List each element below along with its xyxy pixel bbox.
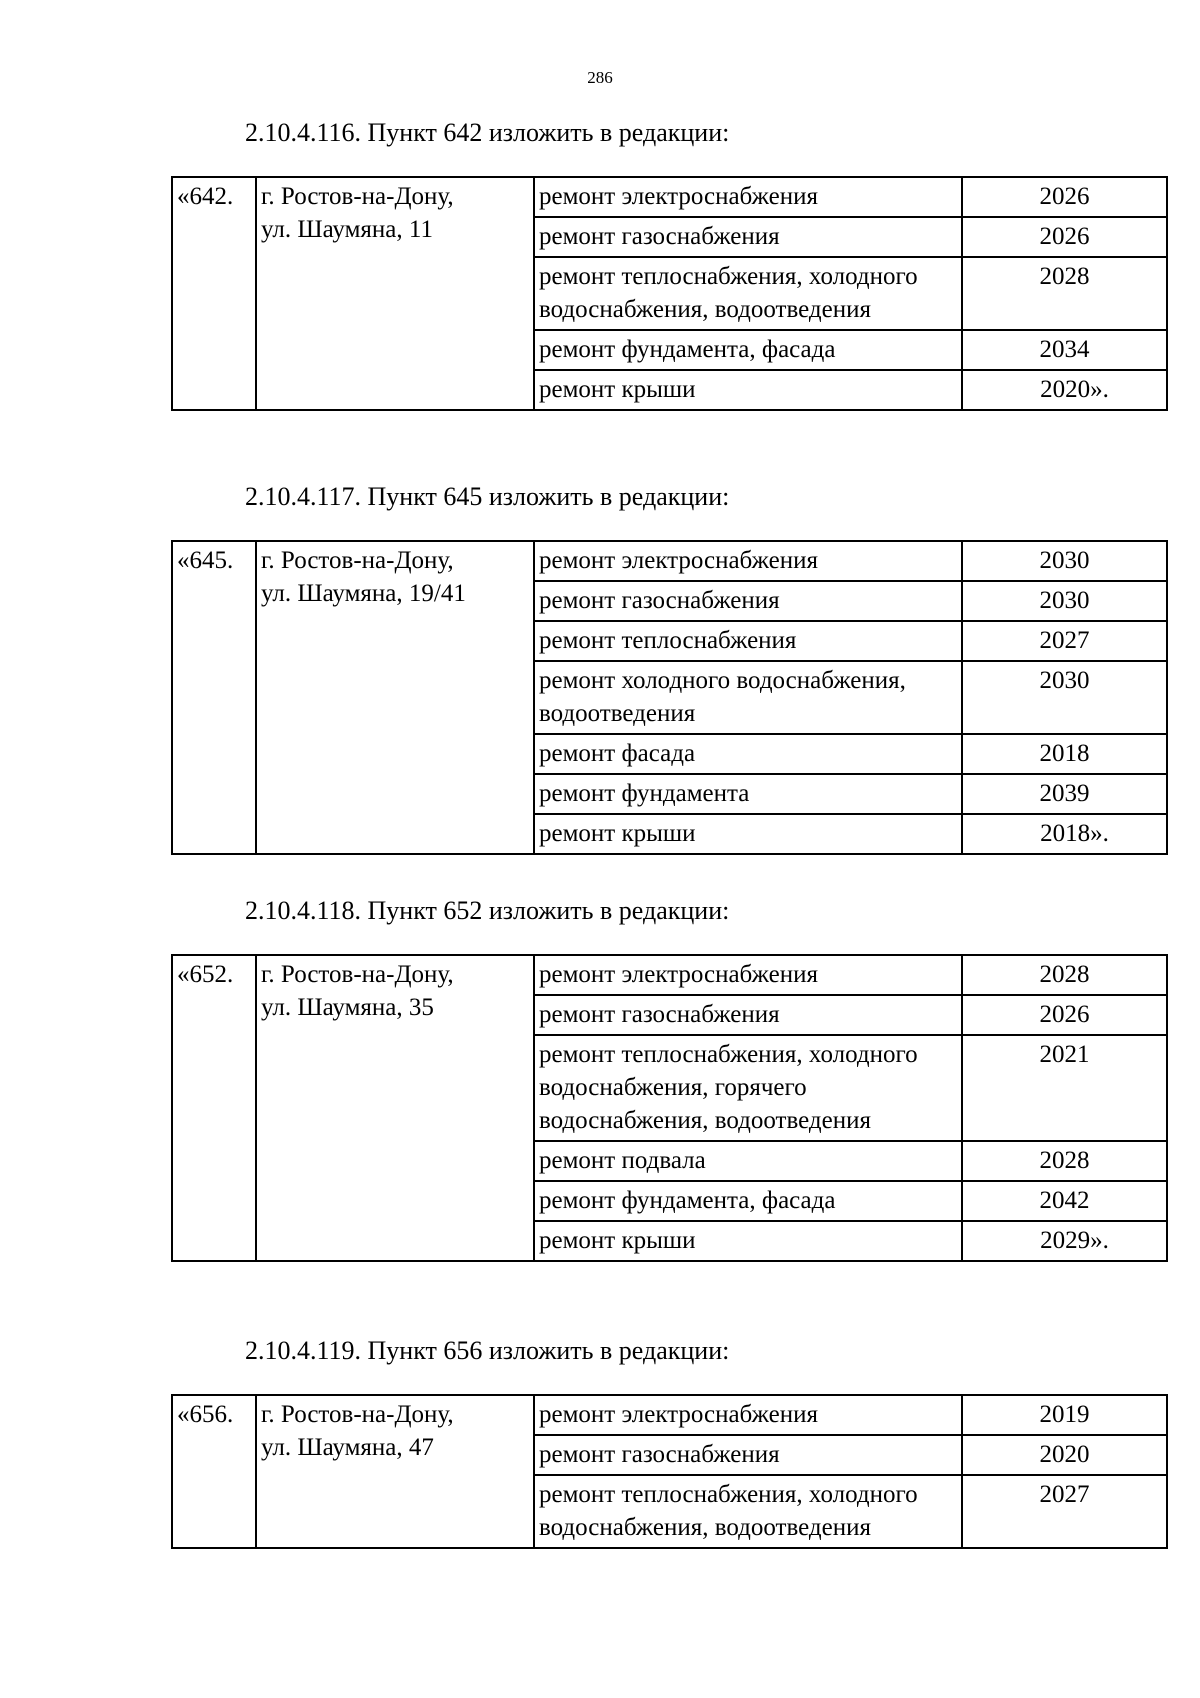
address [256,177,534,410]
year-cell [962,330,1167,370]
work-type: ремонт фундамента, фасада [534,330,962,370]
year-cell [962,814,1167,854]
year-value: 2030 [1039,667,1090,694]
year-cell [962,370,1167,410]
address-city: г. Ростов-на-Дону, [261,547,454,574]
year-cell [962,995,1167,1035]
section-heading: 2.10.4.118. Пункт 652 изложить в редакции: [245,896,730,925]
work-type: ремонт крыши [534,814,962,854]
address [256,955,534,1261]
year-cell [962,661,1167,734]
year-cell [962,1181,1167,1221]
year-value: 2018 [1039,740,1090,767]
year-value: 2026 [1039,223,1090,250]
year-value: 2028 [1039,263,1090,290]
year-value: 2026 [1039,183,1090,210]
year-value: 2028 [1039,961,1090,988]
year-value: 2021 [1039,1041,1090,1068]
work-type: ремонт теплоснабжения, холодного водоснабжения, горячего водоснабжения, водоотведения [534,1035,962,1141]
edit-table-642 [171,176,1168,411]
address-street: ул. Шаумяна, 19/41 [261,580,466,607]
work-type: ремонт электроснабжения [534,1395,962,1435]
year-value: 2030 [1039,547,1090,574]
year-value: 2020 [1039,1441,1090,1468]
section-heading: 2.10.4.117. Пункт 645 изложить в редакции: [245,482,730,511]
year-cell [962,1221,1167,1261]
table-row [172,541,1167,581]
work-type: ремонт фундамента [534,774,962,814]
work-type: ремонт крыши [534,370,962,410]
year-cell [962,257,1167,330]
year-value: 2026 [1039,1001,1090,1028]
work-type: ремонт электроснабжения [534,955,962,995]
item-number: «656. [172,1395,256,1548]
address-street: ул. Шаумяна, 35 [261,994,434,1021]
address-street: ул. Шаумяна, 11 [261,216,433,243]
table-row [172,1395,1167,1435]
year-cell [962,955,1167,995]
year-cell [962,177,1167,217]
year-cell [962,621,1167,661]
work-type: ремонт теплоснабжения [534,621,962,661]
year-value: 2030 [1039,587,1090,614]
year-cell [962,1435,1167,1475]
work-type: ремонт газоснабжения [534,995,962,1035]
work-type: ремонт газоснабжения [534,217,962,257]
year-cell [962,1395,1167,1435]
address-street: ул. Шаумяна, 47 [261,1434,434,1461]
work-type: ремонт подвала [534,1141,962,1181]
year-value: 2020». [1040,376,1109,403]
year-value: 2029». [1040,1227,1109,1254]
year-value: 2039 [1039,780,1090,807]
work-type: ремонт электроснабжения [534,541,962,581]
year-cell [962,1141,1167,1181]
year-value: 2027 [1039,1481,1090,1508]
work-type: ремонт теплоснабжения, холодного водоснабжения, водоотведения [534,1475,962,1548]
work-type: ремонт газоснабжения [534,581,962,621]
table-row [172,955,1167,995]
year-cell [962,734,1167,774]
year-cell [962,774,1167,814]
page-number: 286 [587,68,613,87]
section-heading: 2.10.4.119. Пункт 656 изложить в редакции: [245,1336,730,1365]
year-value: 2028 [1039,1147,1090,1174]
year-value: 2019 [1039,1401,1090,1428]
edit-table-652 [171,954,1168,1262]
work-type: ремонт крыши [534,1221,962,1261]
year-cell [962,217,1167,257]
address-city: г. Ростов-на-Дону, [261,961,454,988]
address-city: г. Ростов-на-Дону, [261,1401,454,1428]
item-number: «645. [172,541,256,854]
work-type: ремонт газоснабжения [534,1435,962,1475]
item-number: «652. [172,955,256,1261]
work-type: ремонт теплоснабжения, холодного водоснабжения, водоотведения [534,257,962,330]
year-value: 2018». [1040,820,1109,847]
year-cell [962,541,1167,581]
address [256,1395,534,1548]
edit-table-645 [171,540,1168,855]
work-type: ремонт электроснабжения [534,177,962,217]
year-value: 2027 [1039,627,1090,654]
work-type: ремонт холодного водоснабжения, водоотведения [534,661,962,734]
section-heading: 2.10.4.116. Пункт 642 изложить в редакции: [245,118,730,147]
year-value: 2042 [1039,1187,1090,1214]
work-type: ремонт фундамента, фасада [534,1181,962,1221]
table-row [172,177,1167,217]
year-cell [962,1035,1167,1141]
item-number: «642. [172,177,256,410]
year-value: 2034 [1039,336,1090,363]
work-type: ремонт фасада [534,734,962,774]
year-cell [962,581,1167,621]
edit-table-656 [171,1394,1168,1549]
address [256,541,534,854]
year-cell [962,1475,1167,1548]
address-city: г. Ростов-на-Дону, [261,183,454,210]
